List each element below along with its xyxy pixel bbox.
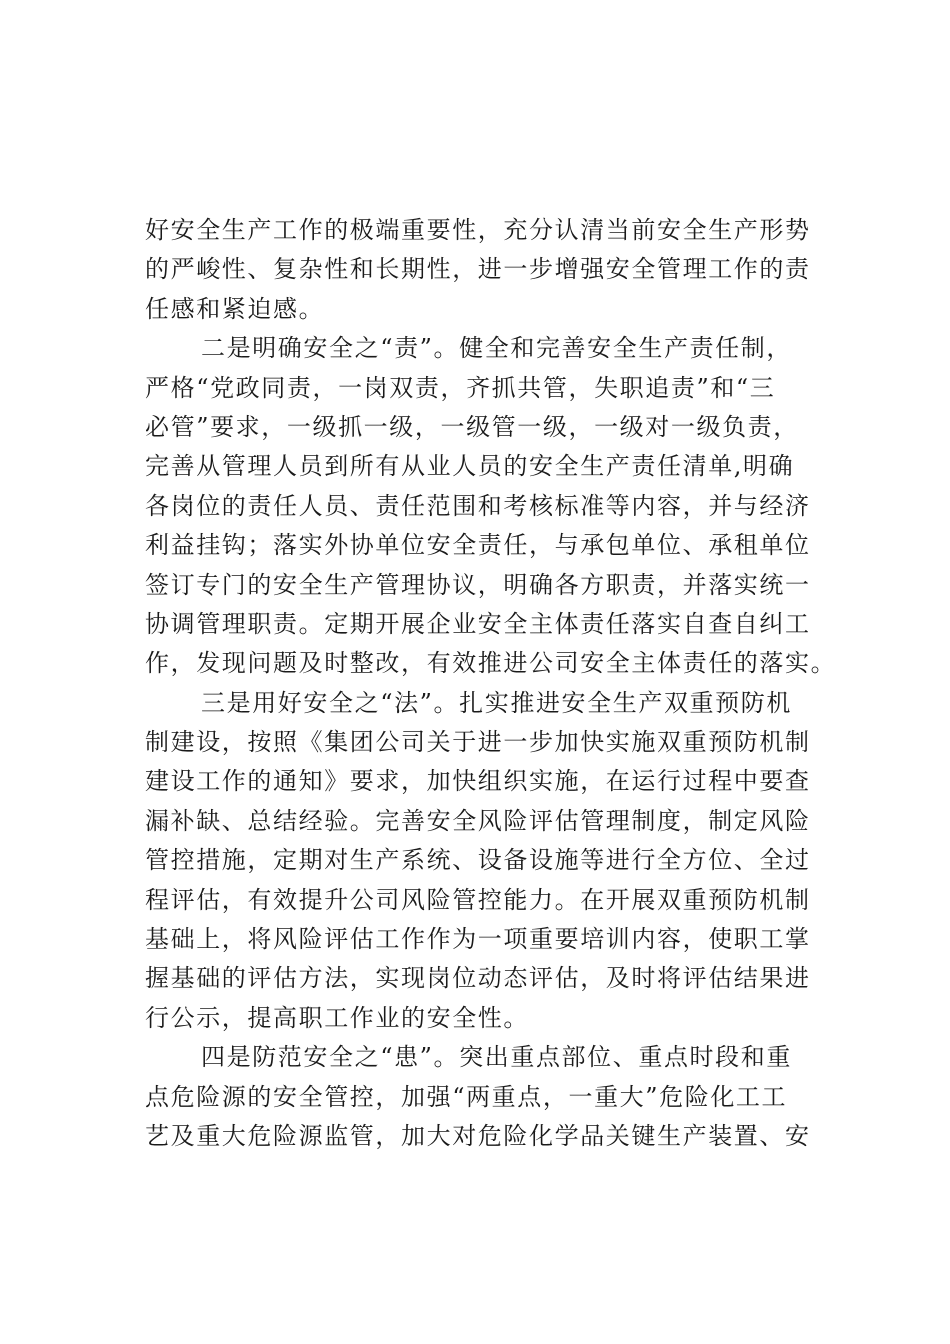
text-line: 利益挂钩；落实外协单位安全责任，与承包单位、承租单位 <box>145 531 811 560</box>
text-line: 完善从管理人员到所有从业人员的安全生产责任清单,明确 <box>145 452 795 481</box>
text-line: 管控措施，定期对生产系统、设备设施等进行全方位、全过 <box>145 846 811 875</box>
text-line: 制建设，按照《集团公司关于进一步加快实施双重预防机制 <box>145 728 811 757</box>
text-line: 艺及重大危险源监管，加大对危险化学品关键生产装置、安 <box>145 1121 811 1150</box>
text-line: 作，发现问题及时整改，有效推进公司安全主体责任的落实。 <box>145 649 837 678</box>
text-line: 严格“党政同责，一岗双责，齐抓共管，失职追责”和“三 <box>145 373 776 402</box>
text-line: 点危险源的安全管控，加强“两重点，一重大”危险化工工 <box>145 1082 788 1111</box>
paragraph-heading-line: 二是明确安全之“责”。健全和完善安全生产责任制， <box>201 334 792 363</box>
paragraph-heading-line: 四是防范安全之“患”。突出重点部位、重点时段和重 <box>201 1043 792 1072</box>
text-line: 各岗位的责任人员、责任范围和考核标准等内容，并与经济 <box>145 491 811 520</box>
text-line: 任感和紧迫感。 <box>145 294 325 323</box>
text-line: 的严峻性、复杂性和长期性，进一步增强安全管理工作的责 <box>145 255 811 284</box>
text-line: 签订专门的安全生产管理协议，明确各方职责，并落实统一 <box>145 570 811 599</box>
text-line: 漏补缺、总结经验。完善安全风险评估管理制度，制定风险 <box>145 806 811 835</box>
text-line: 基础上，将风险评估工作作为一项重要培训内容，使职工掌 <box>145 925 811 954</box>
text-line: 建设工作的通知》要求，加快组织实施，在运行过程中要查 <box>145 767 811 796</box>
body-text <box>145 211 845 1156</box>
text-line: 程评估，有效提升公司风险管控能力。在开展双重预防机制 <box>145 885 811 914</box>
text-line: 好安全生产工作的极端重要性，充分认清当前安全生产形势 <box>145 216 811 244</box>
paragraph-heading-line: 三是用好安全之“法”。扎实推进安全生产双重预防机 <box>201 688 792 717</box>
text-line: 行公示，提高职工作业的安全性。 <box>145 1003 529 1032</box>
text-line: 握基础的评估方法，实现岗位动态评估，及时将评估结果进 <box>145 964 811 993</box>
text-line: 协调管理职责。定期开展企业安全主体责任落实自查自纠工 <box>145 609 811 638</box>
text-line: 必管”要求，一级抓一级，一级管一级，一级对一级负责， <box>145 412 799 441</box>
